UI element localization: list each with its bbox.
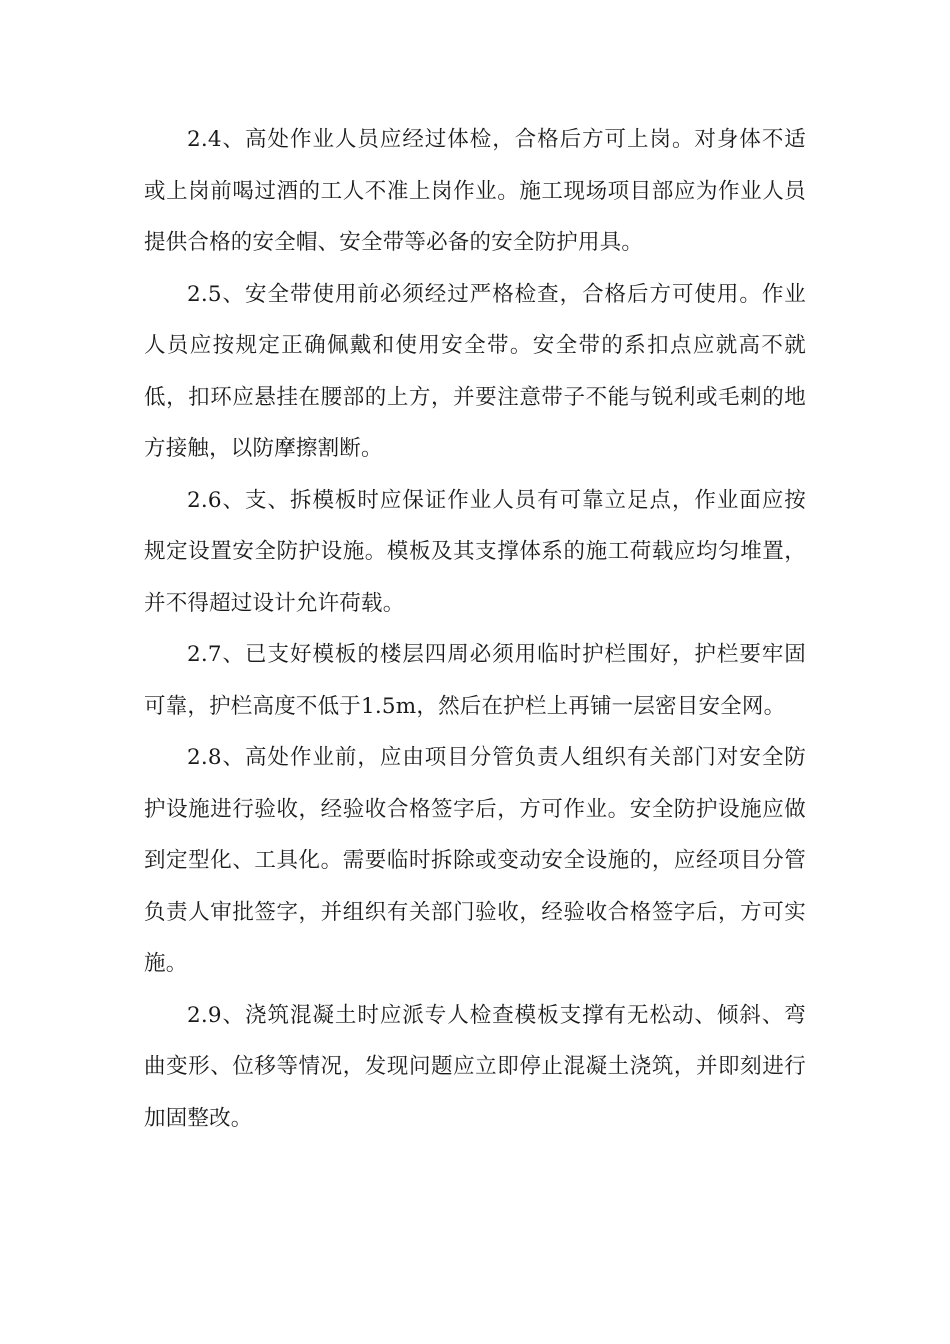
paragraph-2-8: 2.8、高处作业前，应由项目分管负责人组织有关部门对安全防护设施进行验收，经验收合格签字后，方可作业。安全防护设施应做到定型化、工具化。需要临时拆除或变动安全设施的，应经项目分管负责人审批签字，并组织有关部门验收，经验收合格签字后，方可实施。 xyxy=(144,745,806,976)
paragraph-2-4: 2.4、高处作业人员应经过体检，合格后方可上岗。对身体不适或上岗前喝过酒的工人不准上岗作业。施工现场项目部应为作业人员提供合格的安全帽、安全带等必备的安全防护用具。 xyxy=(144,127,806,255)
paragraph-2-6: 2.6、支、拆模板时应保证作业人员有可靠立足点，作业面应按规定设置安全防护设施。模板及其支撑体系的施工荷载应均匀堆置，并不得超过设计允许荷载。 xyxy=(144,487,806,616)
paragraph-2-9: 2.9、浇筑混凝土时应派专人检查模板支撑有无松动、倾斜、弯曲变形、位移等情况，发现问题应立即停止混凝土浇筑，并即刻进行加固整改。 xyxy=(144,1002,806,1131)
paragraph-2-7: 2.7、已支好模板的楼层四周必须用临时护栏围好，护栏要牢固可靠，护栏高度不低于1.5m，然后在护栏上再铺一层密目安全网。 xyxy=(144,642,806,719)
document-body xyxy=(144,114,806,1144)
paragraph-2-5: 2.5、安全带使用前必须经过严格检查，合格后方可使用。作业人员应按规定正确佩戴和使用安全带。安全带的系扣点应就高不就低，扣环应悬挂在腰部的上方，并要注意带子不能与锐利或毛刺的地方接触，以防摩擦割断。 xyxy=(144,281,806,461)
